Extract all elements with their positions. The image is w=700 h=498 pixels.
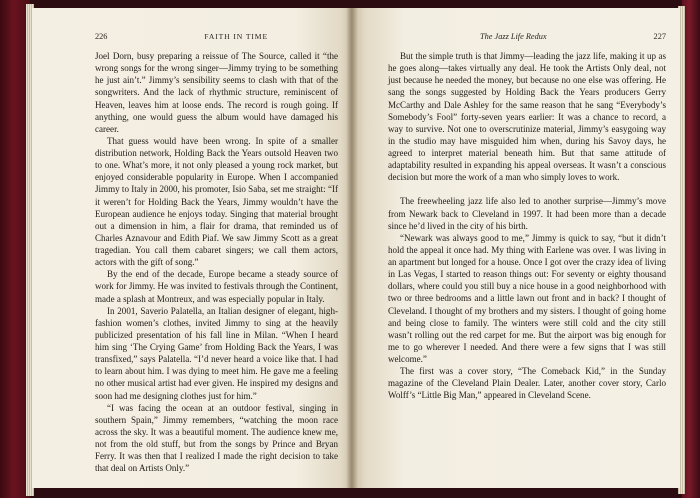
right-page-body: [388, 50, 666, 402]
left-page-body: [95, 50, 338, 474]
paragraph: “Newark was always good to me,” Jimmy is quick to say, “but it didn’t hold the appeal it once had. My thing with Earlene was over. I was living in an apartment but longed for a house. Once I got over the crazy idea of living in Las Vegas, I started to reason things out: For seventy or eighty thousand dollars, where could you still buy a nice house in a good neighborhood with two or three bedrooms and a little lawn out front and in back? I thought of Cleveland. I thought of my brothers and my sisters. I thought of going home and being close to family. The winters were still cold and the city still wasn’t rolling out the red carpet for me. But the airport was big enough for me to go wherever I needed. And there were a few signs that I was still welcome.”: [388, 232, 666, 364]
paragraph: The first was a cover story, “The Comeback Kid,” in the Sunday magazine of the Cleveland Plain Dealer. Later, another cover story, Carlo Wolff’s “Little Big Man,” appeared in Cleveland Scene.: [388, 366, 666, 401]
left-page: [32, 8, 354, 488]
right-running-title: The Jazz Life Redux: [480, 32, 547, 41]
right-page: [352, 8, 680, 488]
paragraph: In 2001, Saverio Palatella, an Italian designer of elegant, high-fashion women’s clothes, invited Jimmy to sing at the heavily publicized presentation of his fall line in Milan. “When I heard him sing ‘The Crying Game’ from Holding Back the Years, I was transfixed,” says Palatella. “I’d never heard a voice like that. I had to learn about him. I was dying to meet him. He gave me a feeling no other musical artist had ever given. He inspired my designs and soon had me designing clothes just for him.”: [95, 305, 338, 401]
paragraph: That guess would have been wrong. In spite of a smaller distribution network, Holding Back the Years outsold Heaven two to one. What’s more, it not only pleased a young rock market, but enjoyed considerable popularity in Europe. When I accompanied Jimmy to Italy in 2000, his promoter, Isio Saba, set me straight: “If it weren’t for Holding Back the Years, Jimmy wouldn’t have the European audience he enjoys today. Singing that material brought out a dimension in him, a flair for drama, that reminded us of Charles Aznavour and Edith Piaf. We saw Jimmy Scott as a great tragedian. You call them cabaret singers; we call them actors, actors with the gift of song.”: [95, 135, 338, 268]
paragraph: The freewheeling jazz life also led to another surprise—Jimmy’s move from Newark back to Cleveland in 1997. It had been more than a decade since he’d lived in the city of his birth.: [388, 196, 666, 231]
left-running-title: FAITH IN TIME: [204, 32, 268, 41]
left-page-number: 226: [95, 32, 108, 41]
paragraph: By the end of the decade, Europe became a steady source of work for Jimmy. He was invited to festivals through the Continent, made a splash at Montreux, and was especially popular in Italy.: [95, 269, 338, 304]
paragraph: But the simple truth is that Jimmy—leading the jazz life, making it up as he goes along—takes virtually any deal. He took the Artists Only deal, not just because he needed the money, but because no one else was offering. He sang the songs suggested by Holding Back the Years producers Gerry McCarthy and Dale Ashley for the same reason that he sang “Everybody’s Somebody’s Fool” forty-seven years earlier: It was a chance to record, a way to survive. Not one to overscrutinize material, Jimmy’s easygoing way in the studio may have misguided him when, during his Savoy days, he agreed to interpret material beneath him. But that same attitude of adaptability resulted in expanding his appeal overseas. It wasn’t a conscious decision but more the work of a man who simply loves to work.: [388, 51, 666, 183]
left-running-head: [95, 32, 338, 41]
book-gutter-shadow: [346, 8, 358, 488]
paragraph: Joel Dorn, busy preparing a reissue of The Source, called it “the wrong songs for the wrong singer—Jimmy trying to be something he just ain’t.” Jimmy’s sensibility seems to clash with that of the songwriters. And the lack of rhythmic structure, reminiscent of Heaven, leaves him at loose ends. The record is rough going. If anything, one would guess the album would have damaged his career.: [95, 51, 338, 134]
paragraph: “I was facing the ocean at an outdoor festival, singing in southern Spain,” Jimmy remembers, “watching the moon race across the sky. It was a beautiful moment. The audience knew me, not from the old stuff, but from the songs by Prince and Bryan Ferry. It was then that I realized I made the right decision to take that deal on Artists Only.”: [95, 402, 338, 474]
right-running-head: [388, 32, 666, 41]
right-page-number: 227: [653, 32, 666, 41]
